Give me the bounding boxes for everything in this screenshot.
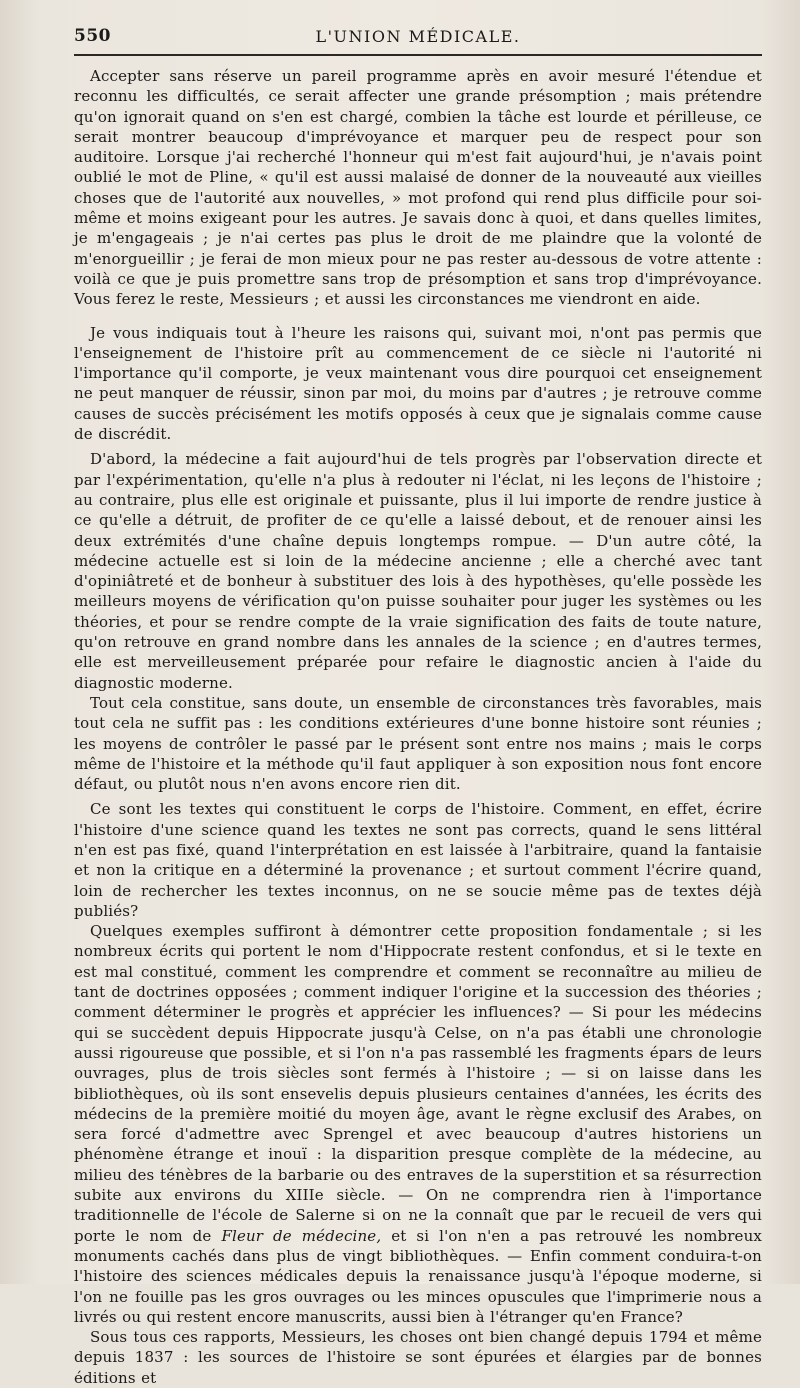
paragraph-6-tail: et si l'on n'en a pas retrouvé les nombreux monuments cachés dans plus de vingt bibliothèques. — Enfin comment conduira-t-on l'histoire des sciences médicales depuis la renaissance jusqu'à l'époque moderne, si l'on ne fouille pas les gros ouvrages ou les minces opuscules que l'imprimerie nous a livrés ou qui restent encore manuscrits, aussi bien à l'étranger qu'en France? <box>74 1226 762 1326</box>
page-header <box>74 22 762 56</box>
article-body <box>74 66 762 1388</box>
paragraph-6-italic: Fleur de médecine, <box>221 1226 382 1245</box>
paragraph-5: Ce sont les textes qui constituent le corps de l'histoire. Comment, en effet, écrire l'histoire d'une science quand les textes ne sont pas corrects, quand le sens littéral n'en est pas fixé, quand l'interprétation en est laissée à l'arbitraire, quand la fantaisie et non la critique en a déterminé la provenance ; et surtout comment l'écrire quand, loin de rechercher les textes inconnus, on ne se soucie même pas de textes déjà publiés? <box>74 800 762 920</box>
paragraph-6-text: Quelques exemples suffiront à démontrer cette proposition fondamentale ; si les nombreux écrits qui portent le nom d'Hippocrate restent confondus, et si le texte en est mal constitué, comment les comprendre et comment se reconnaître au milieu de tant de doctrines opposées ; comment indiquer l'origine et la succession des théories ; comment déterminer le progrès et apprécier les influences? — Si pour les médecins qui se succèdent depuis Hippocrate jusqu'à Celse, on n'a pas établi une chronologie aussi rigoureuse que possible, et si l'on n'a pas rassemblé les fragments épars de leurs ouvrages, plus de trois siècles sont fermés à l'histoire ; — si on laisse dans les bibliothèques, où ils sont ensevelis depuis plusieurs centaines d'années, les écrits des médecins de la première moitié du moyen âge, avant le règne exclusif des Arabes, on sera forcé d'admettre avec Sprengel et avec beaucoup d'autres historiens un phénomène étrange et inouï : la disparition presque complète de la médecine, au milieu des ténèbres de la barbarie ou des entraves de la superstition et sa résurrection subite aux environs du XIIIe siècle. — On ne comprendra rien à l'importance traditionnelle de l'école de Salerne si on ne la connaît que par le recueil de vers qui porte le nom de <box>74 922 762 1245</box>
page-number: 550 <box>74 26 111 46</box>
paragraph-6 <box>74 921 762 1327</box>
paragraph-3: D'abord, la médecine a fait aujourd'hui de tels progrès par l'observation directe et par l'expérimentation, qu'elle n'a plus à redouter ni l'éclat, ni les leçons de l'histoire ; au contraire, plus elle est originale et puissante, plus il lui importe de rendre justice à ce qu'elle a détruit, de profiter de ce qu'elle a laissé debout, et de renouer ainsi les deux extrémités d'une chaîne depuis longtemps rompue. — D'un autre côté, la médecine actuelle est si loin de la médecine ancienne ; elle a cherché avec tant d'opiniâtreté et de bonheur à substituer des lois à des hypothèses, qu'elle possède les meilleurs moyens de vérification qu'on puisse souhaiter pour juger les systèmes ou les théories, et pour se rendre compte de la vraie signification des faits de toute nature, qu'on retrouve en grand nombre dans les annales de la science ; en d'autres termes, elle est merveilleusement préparée pour refaire le diagnostic ancien à l'aide du diagnostic moderne. <box>74 450 762 692</box>
running-title: L'UNION MÉDICALE. <box>315 27 521 46</box>
paragraph-4: Tout cela constitue, sans doute, un ensemble de circonstances très favorables, mais tout cela ne suffit pas : les conditions extérieures d'une bonne histoire sont réunies ; les moyens de contrôler le passé par le présent sont entre nos mains ; mais le corps même de l'histoire et la méthode qu'il faut appliquer à son exposition nous font encore défaut, ou plutôt nous n'en avons encore rien dit. <box>74 693 762 794</box>
paragraph-7: Sous tous ces rapports, Messieurs, les choses ont bien changé depuis 1794 et même depuis 1837 : les sources de l'histoire se sont épurées et élargies par de bonnes éditions et <box>74 1328 762 1387</box>
paragraph-2: Je vous indiquais tout à l'heure les raisons qui, suivant moi, n'ont pas permis que l'enseignement de l'histoire prît au commencement de ce siècle ni l'autorité ni l'importance qu'il comporte, je veux maintenant vous dire pourquoi cet enseignement ne peut manquer de réussir, sinon par moi, du moins par d'autres ; je retrouve comme causes de succès précisément les motifs opposés à ceux que je signalais comme cause de discrédit. <box>74 323 762 444</box>
paragraph-1: Accepter sans réserve un pareil programme après en avoir mesuré l'étendue et reconnu les difficultés, ce serait affecter une grande présomption ; mais prétendre qu'on ignorait quand on s'en est chargé, combien la tâche est lourde et périlleuse, ce serait montrer beaucoup d'imprévoyance et marquer peu de respect pour son auditoire. Lorsque j'ai recherché l'honneur qui m'est fait aujourd'hui, je n'avais point oublié le mot de Pline, « qu'il est aussi malaisé de donner de la nouveauté aux vieilles choses que de l'autorité aux nouvelles, » mot profond qui rend plus difficile pour soi-même et moins exigeant pour les autres. Je savais donc à quoi, et dans quelles limites, je m'engageais ; je n'ai certes pas plus le droit de me plaindre que la volonté de m'enorgueillir ; je ferai de mon mieux pour ne pas rester au-dessous de votre attente : voilà ce que je puis promettre sans trop de présomption et sans trop d'imprévoyance. Vous ferez le reste, Messieurs ; et aussi les circonstances me viendront en aide. <box>74 67 762 309</box>
